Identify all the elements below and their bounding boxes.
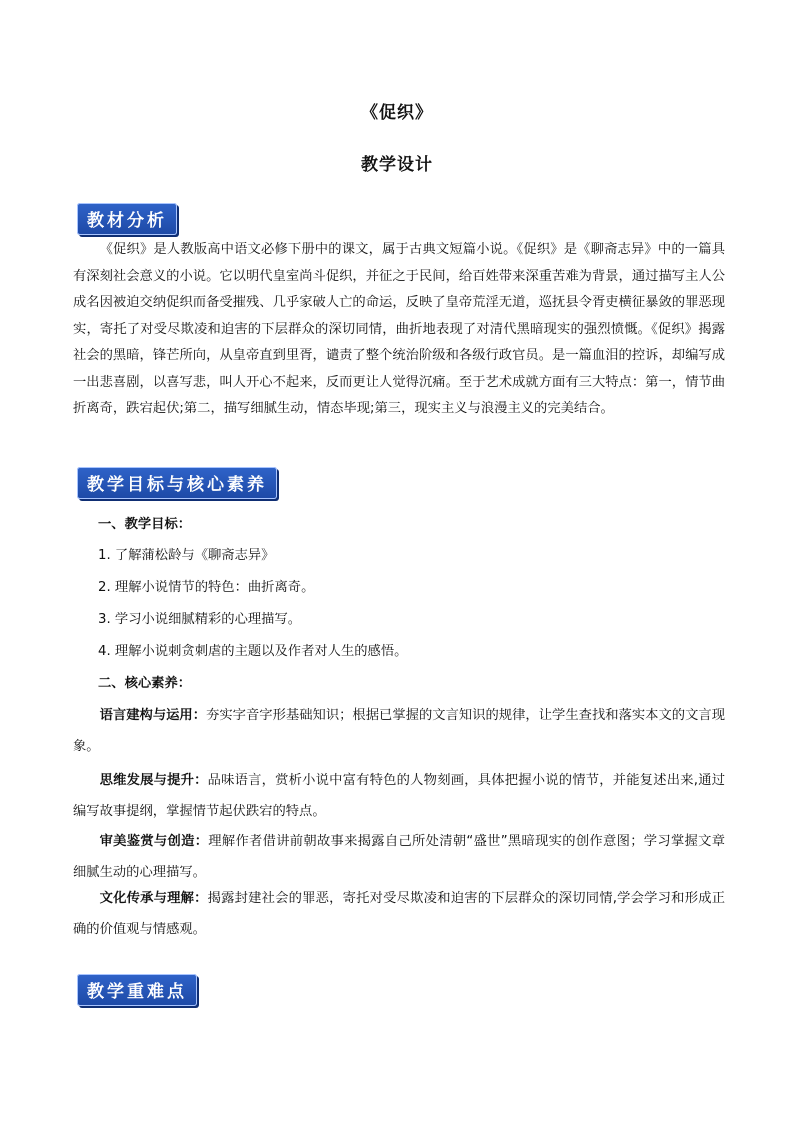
objective-item: 4. 理解小说刺贪刺虐的主题以及作者对人生的感悟。 — [98, 644, 408, 659]
section-label-difficulties: 教学重难点 — [77, 974, 197, 1006]
core-item-text: 揭露封建社会的罪恶，寄托对受尽欺凌和迫害的下层群众的深切同情,学会学习和形成正确的价值观与情感观。 — [73, 891, 725, 937]
core-item-text: 理解作者借讲前朝故事来揭露自己所处清朝“盛世”黑暗现实的创作意图；学习掌握文章细腻生动的心理描写。 — [73, 834, 726, 880]
document-subtitle: 教学设计 — [361, 155, 433, 175]
core-item-thinking — [73, 765, 725, 827]
core-item-label: 语言建构与运用： — [99, 708, 207, 723]
core-item-text: 品味语言，赏析小说中富有特色的人物刻画，具体把握小说的情节，并能复述出来,通过编写故事提纲，掌握情节起伏跌宕的特点。 — [73, 773, 725, 819]
core-item-culture — [73, 883, 725, 945]
objective-item: 1. 了解蒲松龄与《聊斋志异》 — [98, 548, 275, 563]
document-title: 《促织》 — [361, 103, 433, 123]
objective-item: 2. 理解小说情节的特色：曲折离奇。 — [98, 580, 315, 595]
section-label-analysis: 教材分析 — [77, 203, 177, 235]
objective-item: 3. 学习小说细腻精彩的心理描写。 — [98, 612, 302, 627]
core-item-text: 夯实字音字形基础知识；根据已掌握的文言知识的规律，让学生查找和落实本文的文言现象。 — [73, 708, 726, 754]
analysis-paragraph: 《促织》是人教版高中语文必修下册中的课文，属于古典文短篇小说。《促织》是《聊斋志异》中的一篇具有深刻社会意义的小说。它以明代皇室尚斗促织，并征之于民间，给百姓带来深重苦难为背景，通过描写主人公成名因被迫交纳促织而备受摧残、几乎家破人亡的命运，反映了皇帝荒淫无道，巡抚县令胥吏横征暴敛的罪恶现实，寄托了对受尽欺凌和迫害的下层群众的深切同情，曲折地表现了对清代黑暗现实的强烈愤慨。《促织》揭露社会的黑暗，锋芒所向，从皇帝直到里胥，谴责了整个统治阶级和各级行政官员。是一篇血泪的控诉，却编写成一出悲喜剧，以喜写悲，叫人开心不起来，反而更让人觉得沉痛。至于艺术成就方面有三大特点：第一，情节曲折离奇，跌宕起伏;第二，描写细腻生动，情态毕现;第三，现实主义与浪漫主义的完美结合。 — [73, 242, 725, 416]
core-heading: 二、核心素养： — [98, 676, 192, 691]
core-item-language — [73, 700, 725, 762]
objectives-heading: 一、教学目标： — [98, 517, 192, 532]
core-item-label: 思维发展与提升： — [99, 773, 208, 788]
core-item-label: 审美鉴赏与创造： — [99, 834, 209, 849]
core-item-label: 文化传承与理解： — [99, 891, 208, 906]
section-label-goals: 教学目标与核心素养 — [77, 467, 277, 499]
core-item-aesthetic — [73, 826, 725, 888]
